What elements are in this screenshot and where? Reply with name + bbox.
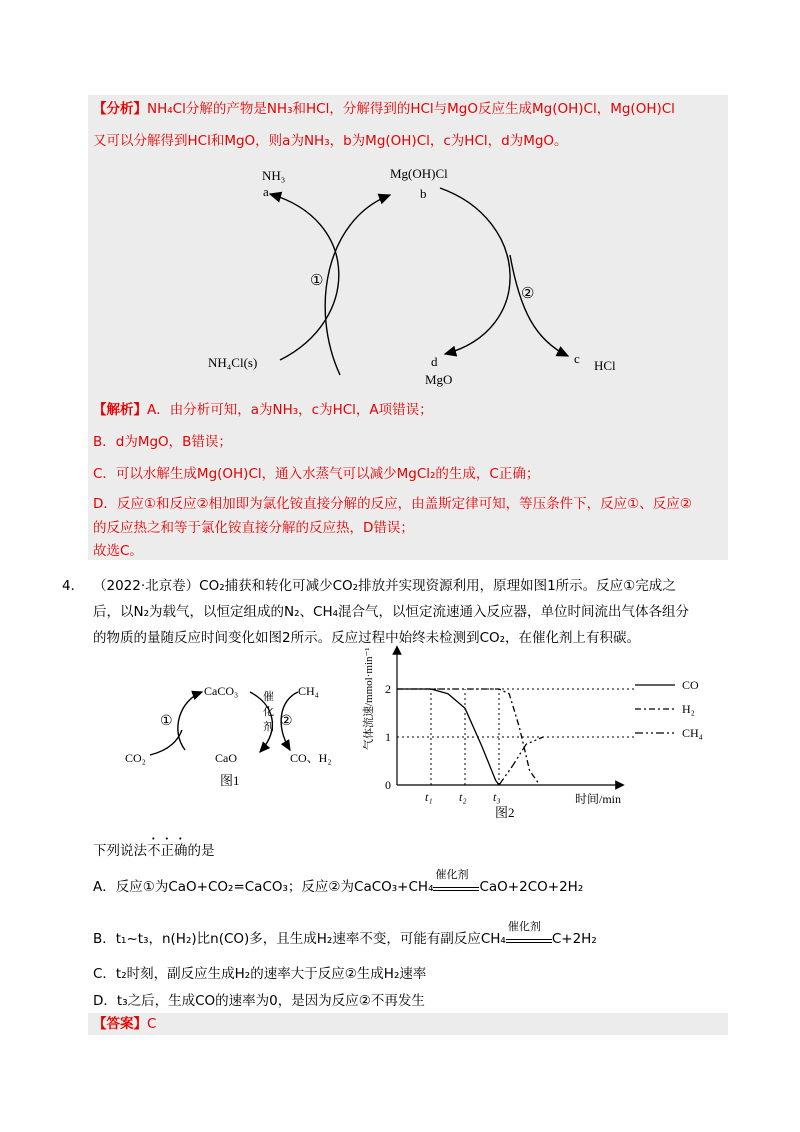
explanation-line-3: C．可以水解生成Mg(OH)Cl，通入水蒸气可以减少MgCl₂的生成，C正确； bbox=[93, 466, 540, 482]
fig1-products: CO、H₂ bbox=[290, 751, 332, 765]
label-reactant: NH₄Cl(s) bbox=[208, 355, 258, 370]
analysis-tag: 【分析】 bbox=[93, 101, 147, 117]
x-tick-label: t₁ bbox=[425, 790, 433, 804]
figure-1 bbox=[120, 670, 350, 795]
analysis-text-2: 又可以分解得到HCl和MgO，则a为NH₃，b为Mg(OH)Cl，c为HCl，d为MgO。 bbox=[93, 133, 568, 149]
explanation-tag: 【解析】 bbox=[93, 402, 147, 418]
fig1-co2: CO₂ bbox=[125, 751, 146, 765]
label-step1: ① bbox=[310, 273, 324, 289]
prompt-part-a: 下列说法 bbox=[93, 843, 147, 859]
option-a-catalyst: 催化剂 bbox=[435, 868, 469, 881]
option-b[interactable] bbox=[93, 920, 597, 947]
arc-step1-right bbox=[325, 195, 390, 375]
label-step2: ② bbox=[521, 286, 535, 302]
question-number: 4． bbox=[62, 578, 85, 594]
answer-tag: 【答案】 bbox=[93, 1016, 147, 1032]
label-d-letter: d bbox=[431, 354, 438, 369]
fig1-catalyst-3: 剂 bbox=[263, 721, 274, 733]
fig1-catalyst-1: 催 bbox=[263, 691, 274, 703]
option-a-pre: A．反应①为CaO+CO₂=CaCO₃；反应②为CaCO₃+CH₄ bbox=[93, 879, 434, 895]
cycle-diagram bbox=[190, 160, 640, 390]
legend-label-0: CO bbox=[682, 678, 699, 692]
fig2-caption: 图2 bbox=[495, 805, 515, 820]
explanation-line-1 bbox=[93, 400, 433, 420]
question-line-2: 后，以N₂为载气，以恒定组成的N₂、CH₄混合气，以恒定流速通入反应器，单位时间流出气体各组分 bbox=[93, 604, 690, 620]
option-b-catalyst: 催化剂 bbox=[507, 920, 541, 933]
prompt bbox=[93, 835, 215, 859]
x-tick-label: t₃ bbox=[493, 790, 501, 804]
answer-value: C bbox=[147, 1016, 157, 1032]
fig1-caco3: CaCO₃ bbox=[204, 684, 239, 698]
fig1-step1: ① bbox=[160, 714, 173, 729]
label-b-formula: Mg(OH)Cl bbox=[390, 166, 448, 181]
option-a-arrow bbox=[433, 868, 479, 891]
answer-line bbox=[93, 1014, 156, 1034]
analysis-line-1 bbox=[93, 99, 675, 119]
analysis-text-1: NH₄Cl分解的产物是NH₃和HCl，分解得到的HCl与MgO反应生成Mg(OH)Cl，Mg(OH)Cl bbox=[147, 101, 675, 117]
prompt-part-b: 不正确 bbox=[147, 843, 188, 859]
x-axis-label: 时间/min bbox=[575, 792, 622, 806]
figure-2-chart bbox=[350, 645, 730, 820]
arc-step2-branch bbox=[510, 255, 568, 356]
option-b-pre: B．t₁~t₃，n(H₂)比n(CO)多，且生成H₂速率不变，可能有副反应CH₄ bbox=[93, 931, 506, 947]
legend-label-2: CH₄ bbox=[682, 726, 703, 740]
label-c-formula: HCl bbox=[594, 358, 616, 373]
answer-block bbox=[88, 1013, 728, 1035]
explanation-line-2: B．d为MgO，B错误； bbox=[93, 434, 232, 450]
series-line-2 bbox=[499, 737, 543, 785]
legend-label-1: H₂ bbox=[682, 702, 695, 716]
fig1-cao: CaO bbox=[215, 751, 237, 765]
label-b-letter: b bbox=[420, 186, 427, 201]
label-a-letter: a bbox=[263, 184, 269, 199]
y-axis-label: 气体流速/mmol·min⁻¹ bbox=[363, 647, 375, 750]
explanation-text-1: A．由分析可知，a为NH₃，c为HCl，A项错误； bbox=[147, 402, 433, 418]
explanation-line-6: 故选C。 bbox=[93, 543, 143, 559]
option-d[interactable]: D．t₃之后，生成CO的速率为0，是因为反应②不再发生 bbox=[93, 993, 425, 1009]
y-tick-label: 0 bbox=[385, 778, 391, 792]
arc-step2-main bbox=[440, 188, 510, 354]
prompt-part-c: 的是 bbox=[187, 843, 215, 859]
y-tick-label: 1 bbox=[385, 730, 391, 744]
analysis-line-2 bbox=[93, 131, 568, 151]
option-b-post: C+2H₂ bbox=[551, 931, 597, 947]
fig1-caption: 图1 bbox=[220, 773, 240, 788]
fig1-step2: ② bbox=[280, 714, 293, 729]
fig1-ch4: CH₄ bbox=[298, 684, 319, 698]
option-b-arrow bbox=[506, 920, 552, 943]
label-d-formula: MgO bbox=[425, 372, 453, 387]
question-line-3: 的物质的量随反应时间变化如图2所示。反应过程中始终未检测到CO₂，在催化剂上有积碳。 bbox=[93, 630, 641, 646]
question-line-1: （2022·北京卷）CO₂捕获和转化可减少CO₂排放并实现资源利用，原理如图1所示。反应①完成之 bbox=[93, 578, 676, 594]
label-c-letter: c bbox=[574, 351, 580, 366]
fig1-arc-1 bbox=[178, 692, 202, 750]
fig1-arc-1b bbox=[150, 730, 182, 755]
option-a-post: CaO+2CO+2H₂ bbox=[479, 879, 584, 895]
explanation-line-4: D．反应①和反应②相加即为氯化铵直接分解的反应，由盖斯定律可知，等压条件下，反应①、反应② bbox=[93, 496, 692, 512]
option-a[interactable] bbox=[93, 868, 584, 895]
explanation-line-5: 的反应热之和等于氯化铵直接分解的反应热，D错误； bbox=[93, 520, 414, 536]
label-a-formula: NH₃ bbox=[262, 168, 286, 183]
option-c[interactable]: C．t₂时刻，副反应生成H₂的速率大于反应②生成H₂速率 bbox=[93, 966, 427, 982]
fig1-catalyst-2: 化 bbox=[263, 706, 274, 718]
y-tick-label: 2 bbox=[385, 682, 391, 696]
x-tick-label: t₂ bbox=[459, 790, 467, 804]
